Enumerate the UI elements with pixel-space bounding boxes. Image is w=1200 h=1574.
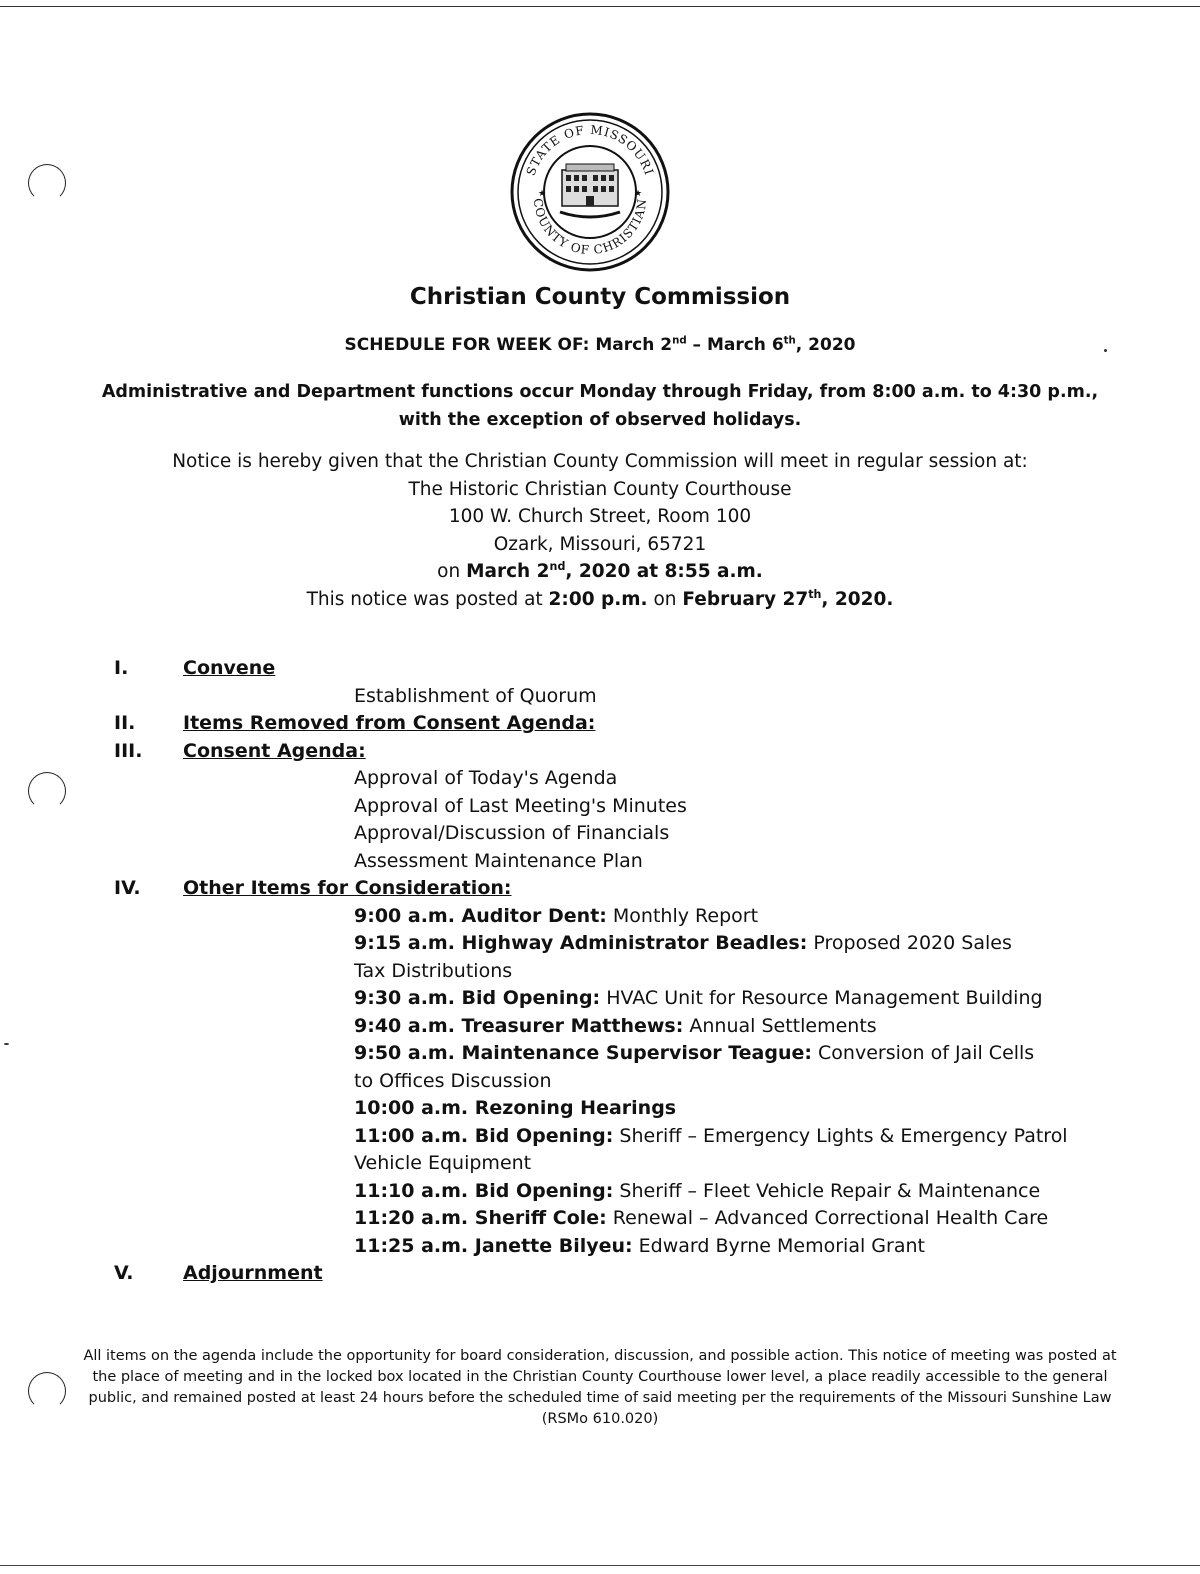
- agenda-item: [0, 820, 1200, 848]
- item-time-speaker: 9:40 a.m. Treasurer Matthews:: [354, 1014, 684, 1037]
- notice-text: on: [437, 561, 467, 582]
- agenda-section: [0, 655, 1200, 683]
- agenda-item: [0, 1205, 1200, 1233]
- punch-hole-icon: [28, 164, 66, 202]
- office-hours-notice: [0, 378, 1200, 434]
- agenda-item: [0, 903, 1200, 931]
- item-topic: Annual Settlements: [683, 1014, 877, 1037]
- section-number: V.: [114, 1262, 134, 1284]
- agenda-item-text: Establishment of Quorum: [354, 684, 597, 707]
- agenda-item: [0, 1013, 1200, 1041]
- schedule-text: – March 6: [686, 335, 784, 355]
- section-title: Consent Agenda:: [183, 739, 366, 762]
- item-time-speaker: 11:10 a.m. Bid Opening:: [354, 1179, 614, 1202]
- item-time-speaker: 11:25 a.m. Janette Bilyeu:: [354, 1234, 633, 1257]
- section-title: Items Removed from Consent Agenda:: [183, 712, 596, 734]
- agenda-item-text: [354, 1013, 1074, 1041]
- item-topic: Edward Byrne Memorial Grant: [632, 1234, 925, 1257]
- section-title: Adjournment: [183, 1262, 323, 1284]
- section-number: IV.: [114, 877, 141, 899]
- item-time-speaker: 11:00 a.m. Bid Opening:: [354, 1124, 614, 1147]
- item-time-speaker: 9:50 a.m. Maintenance Supervisor Teague:: [354, 1042, 812, 1064]
- agenda-item-text: Assessment Maintenance Plan: [354, 849, 643, 872]
- item-topic: Sheriff – Fleet Vehicle Repair & Maintenance: [613, 1179, 1041, 1202]
- notice-text: , 2020 at 8:55 a.m.: [565, 561, 763, 582]
- section-number: II.: [114, 712, 136, 734]
- agenda-item-text: Approval of Today's Agenda: [354, 767, 618, 789]
- svg-text:★: ★: [634, 189, 643, 199]
- agenda-item-text: [354, 1040, 1054, 1095]
- meeting-city: Ozark, Missouri, 65721: [493, 533, 707, 555]
- item-topic: Conversion of Jail Cells to Offices Discussion: [354, 1042, 1035, 1092]
- svg-text:★: ★: [538, 189, 547, 199]
- agenda-section: [0, 710, 1200, 738]
- svg-text:STATE OF MISSOURI: STATE OF MISSOURI: [523, 122, 657, 178]
- agenda-item: [0, 1178, 1200, 1206]
- schedule-text: SCHEDULE FOR WEEK OF: March 2: [344, 335, 673, 355]
- item-topic: Proposed 2020 Sales Tax Distributions: [354, 932, 1012, 982]
- item-time-speaker: 10:00 a.m. Rezoning Hearings: [354, 1097, 677, 1119]
- agenda-item: [0, 683, 1200, 711]
- meeting-address: 100 W. Church Street, Room 100: [448, 506, 752, 527]
- agenda-item: [0, 765, 1200, 793]
- bottom-rule: [0, 1565, 1200, 1566]
- agenda-item: [0, 1123, 1200, 1178]
- item-time-speaker: 9:00 a.m. Auditor Dent:: [354, 904, 607, 927]
- ordinal-suffix: th: [808, 587, 822, 601]
- ordinal-suffix: nd: [672, 335, 687, 347]
- agenda-item-text: [354, 930, 1044, 985]
- top-rule: [0, 6, 1200, 7]
- notice-text: This notice was posted at: [306, 588, 549, 610]
- notice-text: March 2: [466, 561, 550, 582]
- item-time-speaker: 11:20 a.m. Sheriff Cole:: [354, 1207, 607, 1229]
- agenda-item: [0, 1040, 1200, 1095]
- posted-date: [682, 589, 893, 610]
- page-title: Christian County Commission: [409, 284, 791, 310]
- office-hours-line: with the exception of observed holidays.: [398, 410, 802, 430]
- agenda-item: [0, 793, 1200, 821]
- item-topic: Renewal – Advanced Correctional Health Care: [606, 1207, 1049, 1229]
- item-topic: Monthly Report: [606, 904, 759, 927]
- notice-text: , 2020.: [821, 588, 894, 610]
- item-topic: Sheriff – Emergency Lights & Emergency Patrol Vehicle Equipment: [354, 1124, 1068, 1174]
- svg-text:COUNTY OF CHRISTIAN: COUNTY OF CHRISTIAN: [530, 197, 650, 258]
- agenda-item: [0, 848, 1200, 876]
- agenda-item-text: [354, 1123, 1074, 1178]
- punch-hole-icon: [28, 1372, 66, 1410]
- meeting-datetime: [0, 558, 1200, 586]
- agenda-item-text: Approval/Discussion of Financials: [354, 822, 670, 844]
- agenda: [0, 655, 1200, 1288]
- meeting-notice: [0, 448, 1200, 613]
- agenda-item-text: [354, 1233, 1074, 1261]
- notice-text: on: [647, 588, 683, 610]
- agenda-section: [0, 875, 1200, 903]
- schedule-text: , 2020: [795, 335, 856, 355]
- item-time-speaker: 9:15 a.m. Highway Administrator Beadles:: [354, 932, 808, 954]
- item-topic: HVAC Unit for Resource Management Building: [600, 987, 1043, 1009]
- notice-line: Notice is hereby given that the Christian County Commission will meet in regular session at:: [172, 451, 1028, 472]
- ordinal-suffix: nd: [549, 559, 566, 573]
- ordinal-suffix: th: [783, 335, 796, 347]
- agenda-item-text: [354, 1178, 1074, 1206]
- agenda-item-text: Approval of Last Meeting's Minutes: [354, 794, 687, 817]
- meeting-date: [466, 561, 763, 582]
- agenda-item-text: [354, 985, 1074, 1013]
- agenda-item: [0, 1233, 1200, 1261]
- agenda-item-text: [354, 1095, 1074, 1123]
- office-hours-line: Administrative and Department functions occur Monday through Friday, from 8:00 a.m. to 4:30 p.m.,: [101, 382, 1099, 402]
- agenda-item: [0, 985, 1200, 1013]
- schedule-week: [0, 335, 1200, 355]
- section-title: Convene: [183, 657, 276, 679]
- agenda-item-text: [354, 903, 1074, 931]
- section-number: III.: [114, 739, 143, 762]
- agenda-item: [0, 930, 1200, 985]
- posted-notice: [0, 586, 1200, 614]
- section-number: I.: [114, 657, 129, 679]
- footer-disclaimer: All items on the agenda include the opportunity for board consideration, discussion, and possible action. This notice of meeting was posted at the place of meeting and in the locked box located in the Christian County Courthouse lower level, a place readily accessible to the general public, and remained posted at least 24 hours before the scheduled time of said meeting per the requirements of the Missouri Sunshine Law (RSMo 610.020): [83, 1348, 1117, 1427]
- county-seal-icon: [510, 112, 670, 272]
- agenda-item-text: [354, 1205, 1074, 1233]
- meeting-location: The Historic Christian County Courthouse: [408, 478, 792, 500]
- posted-time: 2:00 p.m.: [548, 588, 648, 610]
- agenda-section: [0, 738, 1200, 766]
- section-title: Other Items for Consideration:: [183, 877, 512, 899]
- agenda-section: [0, 1260, 1200, 1288]
- agenda-item: [0, 1095, 1200, 1123]
- item-time-speaker: 9:30 a.m. Bid Opening:: [354, 987, 601, 1009]
- notice-text: February 27: [682, 588, 809, 610]
